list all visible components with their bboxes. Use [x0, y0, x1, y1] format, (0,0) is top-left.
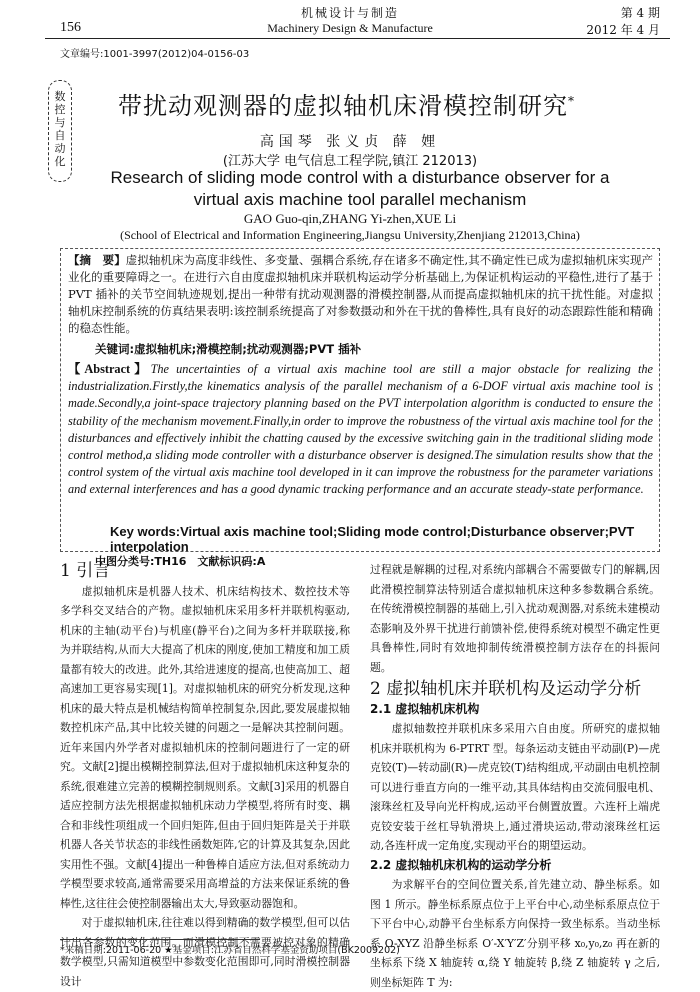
affiliation-en: (School of Electrical and Information Engineering,Jiangsu University,Zhenjiang 212013,China) — [120, 228, 580, 242]
footnote-rule — [60, 939, 260, 940]
section1-paragraph: 对于虚拟轴机床,往往难以得到精确的数学模型,但可以估计出各参数的变化范围。而滑模控制不需要被控对象的精确数学模型,只需知道模型中参数变化范围即可,同时滑模控制器设计 — [60, 916, 350, 988]
section1-heading: 1 引言 — [60, 561, 111, 581]
classification-line: 中图分类号:TH16 文献标识码:A — [95, 555, 266, 568]
abstract-cn-label: 【摘 要】 — [68, 253, 126, 267]
header-rule — [45, 38, 670, 39]
issue-date: 2012 年 4 月 — [586, 23, 660, 37]
page-number: 156 — [60, 20, 81, 35]
section22-heading: 2.2 虚拟轴机床机构的运动学分析 — [370, 857, 552, 872]
title-cn: 带扰动观测器的虚拟轴机床滑模控制研究* — [118, 92, 575, 120]
footnote: *来稿日期:2011-06-20 ★基金项目:江苏省自然科学基金资助项目(BK2009202) — [60, 945, 400, 956]
abstract-cn — [68, 252, 653, 337]
keywords-en: Key words:Virtual axis machine tool;Sliding mode control;Disturbance observer;PVT interpolation — [110, 524, 635, 554]
title-footnote-mark: * — [568, 94, 575, 108]
left-column — [60, 562, 350, 991]
abstract-en-label: 【Abstract】 — [68, 362, 151, 376]
abstract-cn-text: 虚拟轴机床为高度非线性、多变量、强耦合系统,存在诸多不确定性,其不确定性已成为虚拟轴机床实现产业化的重要障碍之一。在进行六自由度虚拟轴机床并联机构运动学分析基础上,为保证机构运动的平稳性,进行了基于 PVT 插补的关节空间轨迹规划,提出一种带有扰动观测器的滑模控制器,从而提高虚拟轴机床的抗干扰性能。对虚拟轴机床控制系统的仿真结果表明:该控制系统提高了对参数摄动和外在干扰的鲁棒性,具有良好的动态跟踪性能和精确的稳态性能。 — [68, 253, 653, 335]
authors-cn: 高国琴 张义贞 薛 娌 — [259, 134, 441, 150]
section21-paragraph: 虚拟轴数控并联机床多采用六自由度。所研究的虚拟轴机床并联机构为 6-PTRT 型。每条运动支链由平动副(P)—虎克铰(T)—转动副(R)—虎克铰(T)结构组成,平动副由电机控制可以进行垂直方向的一维平动,其具体结构由交流伺服电机、滚珠丝杠及导向光杆构成,运动平台侧置放置。六连杆上端虎克铰安装于丝杠导轨滑块上,通过滑块运动,带动滚珠丝杠运动,各连杆成一定角度,实现动平台的期望运动。 — [370, 722, 660, 852]
issue-number: 第 4 期 — [620, 6, 660, 20]
section21-heading: 2.1 虚拟轴机床机构 — [370, 701, 480, 716]
authors-en: GAO Guo-qin,ZHANG Yi-zhen,XUE Li — [243, 211, 457, 226]
keywords-cn: 关键词:虚拟轴机床;滑模控制;扰动观测器;PVT 插补 — [95, 342, 362, 356]
right-column — [370, 560, 660, 992]
abstract-en-text: The uncertainties of a virtual axis machine tool are still a major obstacle for realizing the industrialization.Firstly,the kinematics analysis of the parallel mechanism of a 6-DOF virtual axis machine tool is made.Secondly,a joint-space trajectory planning based on the PVT interpolation algorithm is conducted to ensure the stability of the mechanism movement.Finally,in order to improve the robustness of the virtual axis machine tool for the disturbances and effectively inhibit the chatting caused by the excessive switching gain in the traditional sliding mode control method,a sliding mode controller with a disturbance observer is designed.The simulation results show that the control system of the virtual axis machine tool developed in it can improve the robustness for the parameter variations and external interferences and has a good dynamic tracking performance and an accurate steady-state performance. — [68, 362, 653, 497]
journal-title-cn: 机械设计与制造 — [300, 6, 399, 20]
journal-title-en: Machinery Design & Manufacture — [267, 21, 433, 35]
section22-paragraph: 为求解平台的空间位置关系,首先建立动、静坐标系。如图 1 所示。静坐标系原点位于上平台中心,动坐标系原点位于下平台中心,动静平台坐标系方向保持一致坐标系。当动坐标系 O-XYZ 沿静坐标系 O′-X′Y′Z′分别平移 x₀,y₀,z₀ 再在新的坐标系下绕 X 轴旋转 α,绕 Y 轴旋转 β,绕 Z 轴旋转 γ 之后,则坐标矩阵 T 为: — [370, 878, 660, 989]
section1-paragraph: 虚拟轴机床是机器人技术、机床结构技术、数控技术等多学科交叉结合的产物。虚拟轴机床采用多杆并联机构驱动,机床的主轴(动平台)与机座(静平台)之间为多杆并联联接,称为并联结构,从而大大提高了机床的刚度,使加工精度和加工质量都有较大的改进。此外,其给进速度的提高,也使高加工、超高速加工更容易实现[1]。对虚拟轴机床的研究分析发现,这种机床的最大特点是机械结构简单控制复杂,因此,要发展虚拟轴数控机床产品,其中比较关键的问题之一是解决其控制问题。近年来国内外学者对虚拟轴机床的控制问题进行了一定的研究。文献[2]提出模糊控制算法,但对于虚拟轴机床这种复杂的系统,很难建立完善的模糊控制规则系。文献[3]采用的机器自适应控制方法先根据虚拟轴机床动力学模型,将所有时变、耦合和非线性项组成一个回归矩阵,但由于回归矩阵是关于并联机器人各关节状态的非线性函数矩阵,它的计算及其复杂,因此实用性不强。文献[4]提出一种鲁棒自适应方法,但对系统动力学模型要求较高,通常需要采用高增益的方法来保证系统的鲁棒性,这往往会使控制器输出太大,导致驱动器饱和。 — [60, 584, 350, 910]
section2-heading: 2 虚拟轴机床并联机构及运动学分析 — [370, 679, 642, 699]
title-en: Research of sliding mode control with a disturbance observer for a virtual axis machine tool parallel mechanism — [110, 168, 610, 209]
right-intro-paragraph: 过程就是解耦的过程,对系统内部耦合不需要做专门的解耦,因此滑模控制算法特别适合虚拟轴机床这种多参数耦合系统。在传统滑模控制器的基础上,引入扰动观测器,对系统未建模动态影响及外界干扰进行前馈补偿,使得系统对模型不确定性更具鲁棒性,同时有效地抑制传统滑模控制方法存在的抖振问题。 — [370, 563, 660, 674]
category-badge-text: 数 控 与 自 动 化 — [54, 90, 66, 168]
affiliation-cn: (江苏大学 电气信息工程学院,镇江 212013) — [222, 154, 478, 169]
abstract-en — [68, 361, 653, 499]
article-number: 文章编号:1001-3997(2012)04-0156-03 — [60, 49, 250, 60]
